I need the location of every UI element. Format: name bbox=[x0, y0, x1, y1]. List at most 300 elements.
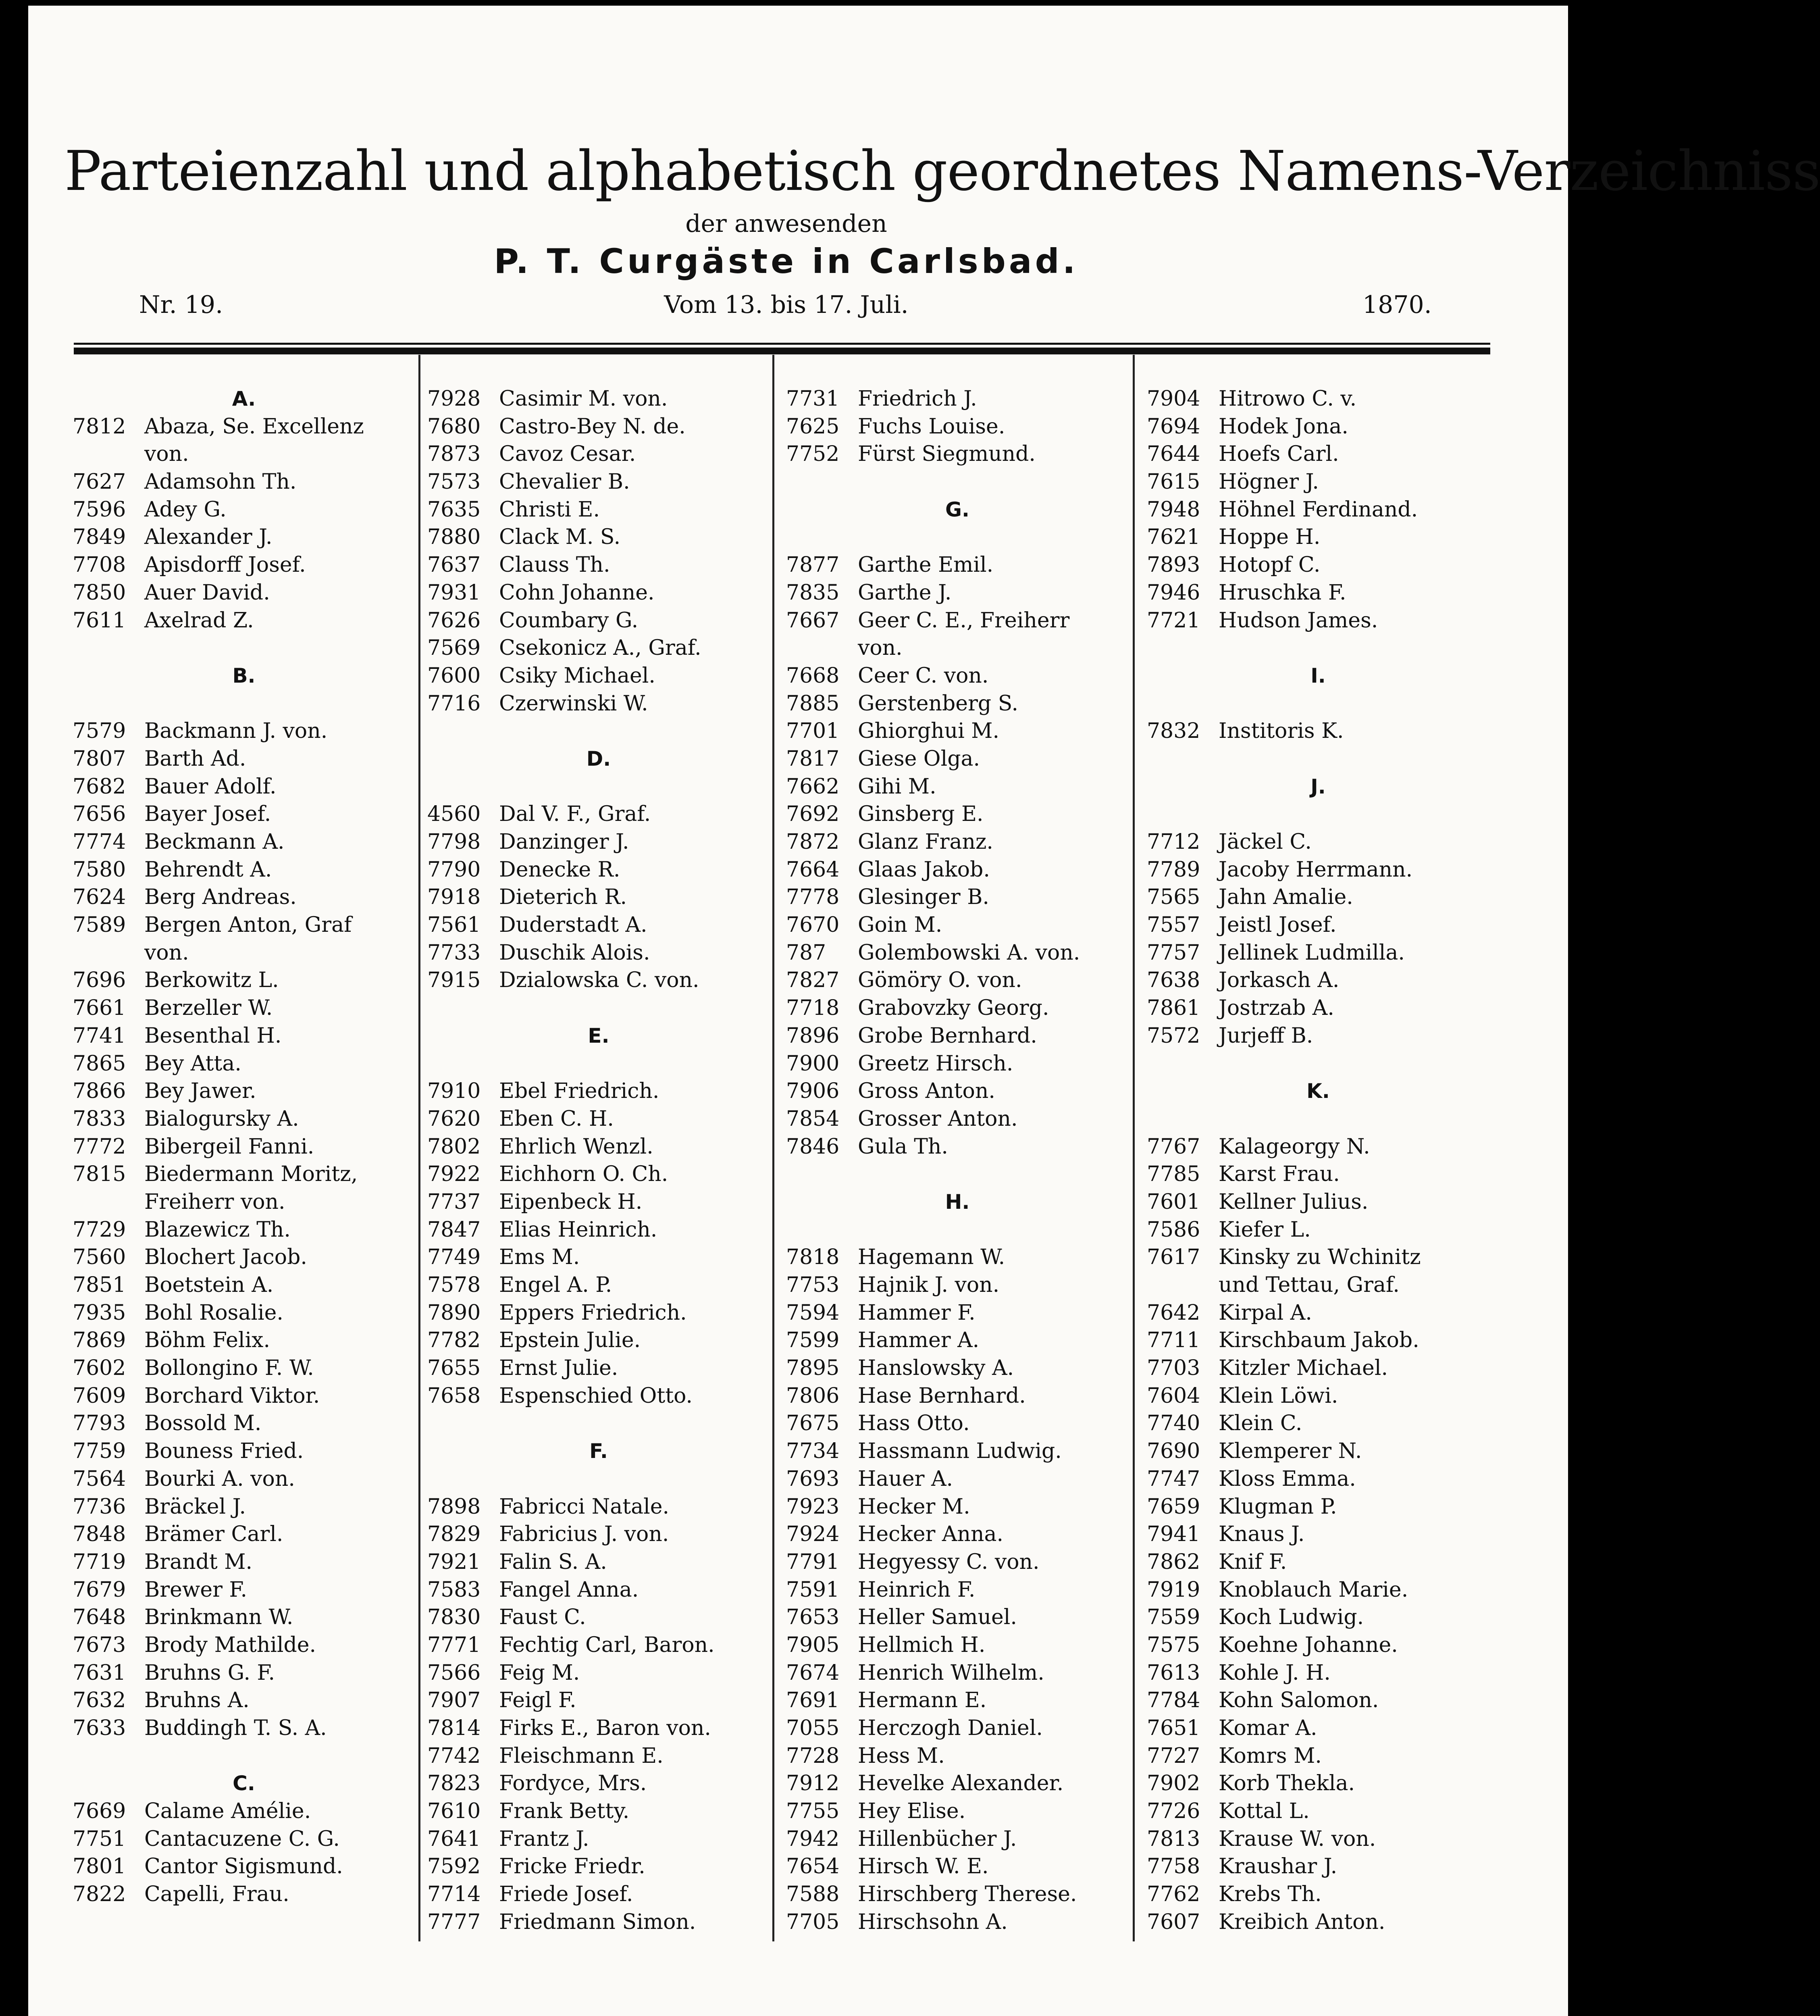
guest-name: Csekonicz A., Graf. bbox=[499, 636, 701, 660]
guest-name: Ernst Julie. bbox=[499, 1356, 618, 1381]
guest-name: Freiherr von. bbox=[144, 1189, 285, 1214]
list-item bbox=[427, 939, 770, 967]
party-number: 7896 bbox=[786, 1023, 840, 1048]
guest-name: Berzeller W. bbox=[144, 996, 273, 1020]
party-number: 7902 bbox=[1147, 1771, 1200, 1796]
list-item bbox=[73, 1881, 415, 1908]
party-number: 7565 bbox=[1147, 885, 1200, 910]
list-item bbox=[1147, 607, 1489, 635]
header-rule-thin bbox=[74, 343, 1490, 345]
guest-name: Bräckel J. bbox=[144, 1494, 246, 1519]
guest-name: Hagemann W. bbox=[858, 1245, 1005, 1270]
party-number: 7669 bbox=[73, 1799, 126, 1824]
guest-name: Hoppe H. bbox=[1219, 525, 1321, 550]
guest-name: Clack M. S. bbox=[499, 525, 621, 550]
party-number: 7653 bbox=[786, 1605, 840, 1630]
guest-name: Christi E. bbox=[499, 497, 600, 522]
guest-name: Klemperer N. bbox=[1219, 1439, 1362, 1464]
list-item bbox=[786, 579, 1129, 607]
guest-name: Bauer Adolf. bbox=[144, 774, 277, 799]
list-item bbox=[786, 1105, 1129, 1133]
guest-name: Dal V. F., Graf. bbox=[499, 802, 651, 827]
party-number: 7673 bbox=[73, 1633, 126, 1657]
guest-name: Ems M. bbox=[499, 1245, 580, 1270]
list-item bbox=[73, 1327, 415, 1354]
party-number: 7642 bbox=[1147, 1300, 1200, 1325]
list-item bbox=[427, 1520, 770, 1548]
spacer bbox=[1147, 1105, 1489, 1133]
party-number: 7600 bbox=[427, 663, 481, 688]
guest-name: Gihi M. bbox=[858, 774, 936, 799]
guest-name: und Tettau, Graf. bbox=[1219, 1273, 1400, 1297]
list-item bbox=[427, 828, 770, 856]
guest-name: Jellinek Ludmilla. bbox=[1219, 940, 1405, 965]
list-item bbox=[73, 773, 415, 801]
list-item bbox=[427, 856, 770, 884]
party-number: 7772 bbox=[73, 1134, 126, 1159]
party-number: 7830 bbox=[427, 1605, 481, 1630]
list-item bbox=[1147, 911, 1489, 939]
list-item bbox=[786, 994, 1129, 1022]
party-number: 7924 bbox=[786, 1522, 840, 1547]
guest-name: Bey Atta. bbox=[144, 1051, 241, 1076]
guest-name: Backmann J. von. bbox=[144, 719, 328, 744]
list-item bbox=[1147, 994, 1489, 1022]
list-item bbox=[73, 1797, 415, 1825]
name-column bbox=[1147, 385, 1489, 1936]
guest-name: Jorkasch A. bbox=[1219, 968, 1340, 993]
party-number: 7923 bbox=[786, 1494, 840, 1519]
list-item bbox=[427, 662, 770, 690]
column-divider bbox=[772, 355, 774, 1941]
list-item bbox=[427, 1881, 770, 1908]
guest-name: Brody Mathilde. bbox=[144, 1633, 316, 1657]
year: 1870. bbox=[1362, 291, 1432, 319]
party-number: 7873 bbox=[427, 442, 481, 467]
party-number: 7728 bbox=[786, 1743, 840, 1768]
guest-name: Jeistl Josef. bbox=[1219, 913, 1337, 937]
guest-name: Komrs M. bbox=[1219, 1743, 1322, 1768]
party-number: 7586 bbox=[1147, 1217, 1200, 1242]
guest-name: Ginsberg E. bbox=[858, 802, 984, 827]
entry-continuation bbox=[786, 634, 1129, 662]
list-item bbox=[427, 607, 770, 635]
party-number: 7922 bbox=[427, 1162, 481, 1187]
list-item bbox=[427, 1160, 770, 1188]
party-number: 7592 bbox=[427, 1854, 481, 1879]
guest-name: Blazewicz Th. bbox=[144, 1217, 291, 1242]
party-number: 7910 bbox=[427, 1079, 481, 1104]
party-number: 7801 bbox=[73, 1854, 126, 1879]
guest-name: Axelrad Z. bbox=[144, 608, 254, 633]
party-number: 7798 bbox=[427, 830, 481, 854]
list-item bbox=[73, 1493, 415, 1521]
party-number: 7813 bbox=[1147, 1826, 1200, 1851]
guest-name: Hey Elise. bbox=[858, 1799, 966, 1824]
guest-name: Fuchs Louise. bbox=[858, 414, 1005, 439]
guest-name: Garthe J. bbox=[858, 580, 952, 605]
guest-name: Berg Andreas. bbox=[144, 885, 297, 910]
guest-name: Hauer A. bbox=[858, 1466, 953, 1491]
guest-name: Ebel Friedrich. bbox=[499, 1079, 659, 1104]
guest-name: Ceer C. von. bbox=[858, 663, 989, 688]
list-item bbox=[786, 800, 1129, 828]
list-item bbox=[1147, 385, 1489, 413]
guest-name: Hammer F. bbox=[858, 1300, 976, 1325]
guest-name: Abaza, Se. Excellenz bbox=[144, 414, 364, 439]
guest-name: Karst Frau. bbox=[1219, 1162, 1340, 1187]
party-number: 7928 bbox=[427, 387, 481, 411]
party-number: 7835 bbox=[786, 580, 840, 605]
party-number: 7648 bbox=[73, 1605, 126, 1630]
spacer bbox=[427, 1410, 770, 1437]
guest-name: Kohn Salomon. bbox=[1219, 1688, 1379, 1713]
guest-name: Elias Heinrich. bbox=[499, 1217, 657, 1242]
guest-name: Cantor Sigismund. bbox=[144, 1854, 343, 1879]
list-item bbox=[786, 1770, 1129, 1797]
list-item bbox=[73, 1548, 415, 1576]
guest-name: Brinkmann W. bbox=[144, 1605, 293, 1630]
guest-name: Jurjeff B. bbox=[1219, 1023, 1313, 1048]
guest-name: Kreibich Anton. bbox=[1219, 1910, 1385, 1934]
party-number: 7740 bbox=[1147, 1411, 1200, 1436]
party-number bbox=[1147, 1271, 1219, 1299]
party-number: 7714 bbox=[427, 1882, 481, 1907]
party-number: 7708 bbox=[73, 553, 126, 577]
guest-name: Jahn Amalie. bbox=[1219, 885, 1353, 910]
list-item bbox=[73, 994, 415, 1022]
list-item bbox=[1147, 1714, 1489, 1742]
party-number: 7620 bbox=[427, 1106, 481, 1131]
party-number: 7662 bbox=[786, 774, 840, 799]
party-number: 7948 bbox=[1147, 497, 1200, 522]
guest-name: Firks E., Baron von. bbox=[499, 1716, 711, 1740]
party-number: 7621 bbox=[1147, 525, 1200, 550]
list-item bbox=[427, 1659, 770, 1687]
list-item bbox=[786, 385, 1129, 413]
list-item bbox=[73, 496, 415, 524]
guest-name: Friedmann Simon. bbox=[499, 1910, 696, 1934]
party-number: 7905 bbox=[786, 1633, 840, 1657]
list-item bbox=[786, 1271, 1129, 1299]
list-item bbox=[1147, 1410, 1489, 1437]
guest-name: Kohle J. H. bbox=[1219, 1660, 1331, 1685]
party-number: 7851 bbox=[73, 1273, 126, 1297]
guest-name: Gerstenberg S. bbox=[858, 691, 1019, 716]
guest-name: Hess M. bbox=[858, 1743, 945, 1768]
guest-name: Koch Ludwig. bbox=[1219, 1605, 1364, 1630]
party-number: 7941 bbox=[1147, 1522, 1200, 1547]
party-number bbox=[73, 1188, 144, 1216]
guest-name: Gömöry O. von. bbox=[858, 968, 1022, 993]
guest-name: Fabricci Natale. bbox=[499, 1494, 670, 1519]
party-number: 7615 bbox=[1147, 470, 1200, 494]
guest-name: Besenthal H. bbox=[144, 1023, 282, 1048]
list-item bbox=[1147, 1243, 1489, 1271]
party-number: 7601 bbox=[1147, 1189, 1200, 1214]
party-number: 7751 bbox=[73, 1826, 126, 1851]
list-item bbox=[73, 1133, 415, 1161]
party-number: 7655 bbox=[427, 1356, 481, 1381]
list-item bbox=[73, 1216, 415, 1244]
list-item bbox=[427, 1797, 770, 1825]
list-item bbox=[427, 1631, 770, 1659]
guest-name: Knaus J. bbox=[1219, 1522, 1305, 1547]
list-item bbox=[73, 745, 415, 773]
guest-name: Cohn Johanne. bbox=[499, 580, 655, 605]
party-number: 7560 bbox=[73, 1245, 126, 1270]
list-item bbox=[1147, 1022, 1489, 1050]
guest-name: Krause W. von. bbox=[1219, 1826, 1376, 1851]
guest-name: Dzialowska C. von. bbox=[499, 968, 699, 993]
spacer bbox=[427, 1465, 770, 1493]
spacer bbox=[73, 634, 415, 662]
party-number: 7912 bbox=[786, 1771, 840, 1796]
list-item bbox=[1147, 1687, 1489, 1714]
list-item bbox=[427, 966, 770, 994]
guest-name: Hammer A. bbox=[858, 1328, 980, 1353]
list-item bbox=[786, 1576, 1129, 1604]
party-number: 7752 bbox=[786, 442, 840, 467]
guest-name: Bergen Anton, Graf bbox=[144, 913, 352, 937]
page-heading: P. T. Curgäste in Carlsbad. bbox=[494, 242, 1079, 281]
guest-name: Hirschsohn A. bbox=[858, 1910, 1008, 1934]
list-item bbox=[1147, 828, 1489, 856]
column-divider bbox=[418, 355, 420, 1941]
list-item bbox=[1147, 579, 1489, 607]
party-number: 7569 bbox=[427, 636, 481, 660]
guest-name: Kirpal A. bbox=[1219, 1300, 1312, 1325]
guest-name: Friede Josef. bbox=[499, 1882, 633, 1907]
party-number: 7557 bbox=[1147, 913, 1200, 937]
guest-name: Buddingh T. S. A. bbox=[144, 1716, 327, 1740]
party-number: 7742 bbox=[427, 1743, 481, 1768]
party-number: 7904 bbox=[1147, 387, 1200, 411]
spacer bbox=[1147, 800, 1489, 828]
party-number: 7573 bbox=[427, 470, 481, 494]
guest-name: Herczogh Daniel. bbox=[858, 1716, 1043, 1740]
list-item bbox=[1147, 717, 1489, 745]
list-item bbox=[427, 1382, 770, 1410]
list-item bbox=[786, 690, 1129, 718]
party-number: 7850 bbox=[73, 580, 126, 605]
party-number: 7719 bbox=[73, 1549, 126, 1574]
list-item bbox=[1147, 1299, 1489, 1327]
list-item bbox=[427, 1825, 770, 1853]
guest-name: Brandt M. bbox=[144, 1549, 253, 1574]
guest-name: Fangel Anna. bbox=[499, 1577, 639, 1602]
guest-name: Garthe Emil. bbox=[858, 553, 994, 577]
list-item bbox=[427, 385, 770, 413]
party-number: 7849 bbox=[73, 525, 126, 550]
list-item bbox=[427, 1742, 770, 1770]
guest-name: Denecke R. bbox=[499, 857, 620, 882]
party-number: 7680 bbox=[427, 414, 481, 439]
party-number: 7611 bbox=[73, 608, 126, 633]
party-number: 7907 bbox=[427, 1688, 481, 1713]
list-item bbox=[73, 551, 415, 579]
list-item bbox=[1147, 1520, 1489, 1548]
guest-name: Hecker M. bbox=[858, 1494, 970, 1519]
guest-name: Koehne Johanne. bbox=[1219, 1633, 1398, 1657]
guest-name: Heller Samuel. bbox=[858, 1605, 1017, 1630]
party-number: 7736 bbox=[73, 1494, 126, 1519]
guest-name: Calame Amélie. bbox=[144, 1799, 311, 1824]
list-item bbox=[1147, 883, 1489, 911]
guest-name: Brämer Carl. bbox=[144, 1522, 283, 1547]
party-number: 7861 bbox=[1147, 996, 1200, 1020]
list-item bbox=[427, 1327, 770, 1354]
party-number: 7566 bbox=[427, 1660, 481, 1685]
guest-name: Hanslowsky A. bbox=[858, 1356, 1014, 1381]
guest-name: Hass Otto. bbox=[858, 1411, 970, 1436]
party-number: 7848 bbox=[73, 1522, 126, 1547]
list-item bbox=[427, 496, 770, 524]
list-item bbox=[1147, 1770, 1489, 1797]
list-item bbox=[786, 1548, 1129, 1576]
page-subtitle: der anwesenden bbox=[685, 210, 887, 238]
guest-name: Feig M. bbox=[499, 1660, 580, 1685]
guest-name: Espenschied Otto. bbox=[499, 1383, 693, 1408]
party-number: 7633 bbox=[73, 1716, 126, 1740]
party-number: 7785 bbox=[1147, 1162, 1200, 1187]
party-number: 7658 bbox=[427, 1383, 481, 1408]
party-number: 7654 bbox=[786, 1854, 840, 1879]
guest-name: Glaas Jakob. bbox=[858, 857, 990, 882]
party-number: 787 bbox=[786, 940, 826, 965]
party-number: 7733 bbox=[427, 940, 481, 965]
party-number: 7846 bbox=[786, 1134, 840, 1159]
party-number: 7832 bbox=[1147, 719, 1200, 744]
guest-name: Hotopf C. bbox=[1219, 553, 1321, 577]
date-range: Vom 13. bis 17. Juli. bbox=[664, 291, 909, 319]
list-item bbox=[1147, 1382, 1489, 1410]
name-column bbox=[427, 385, 770, 1936]
guest-name: Boetstein A. bbox=[144, 1273, 274, 1297]
guest-name: Blochert Jacob. bbox=[144, 1245, 307, 1270]
list-item bbox=[73, 1825, 415, 1853]
spacer bbox=[73, 690, 415, 718]
entry-continuation bbox=[73, 440, 415, 468]
party-number: 7610 bbox=[427, 1799, 481, 1824]
list-item bbox=[427, 1493, 770, 1521]
party-number: 7759 bbox=[73, 1439, 126, 1464]
list-item bbox=[786, 1520, 1129, 1548]
list-item bbox=[73, 1354, 415, 1382]
party-number: 7815 bbox=[73, 1162, 126, 1187]
party-number: 7921 bbox=[427, 1549, 481, 1574]
guest-name: Adey G. bbox=[144, 497, 227, 522]
list-item bbox=[73, 966, 415, 994]
list-item bbox=[1147, 1327, 1489, 1354]
list-item bbox=[1147, 1659, 1489, 1687]
spacer bbox=[427, 1050, 770, 1078]
party-number: 7726 bbox=[1147, 1799, 1200, 1824]
party-number: 7721 bbox=[1147, 608, 1200, 633]
party-number: 7635 bbox=[427, 497, 481, 522]
party-number: 7667 bbox=[786, 608, 840, 633]
guest-name: Fleischmann E. bbox=[499, 1743, 664, 1768]
list-item bbox=[427, 911, 770, 939]
list-item bbox=[786, 773, 1129, 801]
party-number: 7579 bbox=[73, 719, 126, 744]
list-item bbox=[73, 1687, 415, 1714]
spacer bbox=[427, 773, 770, 801]
list-item bbox=[427, 1216, 770, 1244]
list-item bbox=[427, 1548, 770, 1576]
party-number: 7880 bbox=[427, 525, 481, 550]
party-number: 7641 bbox=[427, 1826, 481, 1851]
list-item bbox=[427, 1354, 770, 1382]
party-number: 7762 bbox=[1147, 1882, 1200, 1907]
list-item bbox=[786, 1853, 1129, 1881]
party-number: 7591 bbox=[786, 1577, 840, 1602]
list-item bbox=[1147, 1465, 1489, 1493]
list-item bbox=[786, 1493, 1129, 1521]
list-item bbox=[73, 1631, 415, 1659]
guest-name: Hoefs Carl. bbox=[1219, 442, 1339, 467]
guest-name: Knoblauch Marie. bbox=[1219, 1577, 1408, 1602]
list-item bbox=[427, 1908, 770, 1936]
guest-name: Komar A. bbox=[1219, 1716, 1317, 1740]
list-item bbox=[1147, 856, 1489, 884]
party-number: 7931 bbox=[427, 580, 481, 605]
party-number: 7829 bbox=[427, 1522, 481, 1547]
party-number: 7670 bbox=[786, 913, 840, 937]
party-number: 7793 bbox=[73, 1411, 126, 1436]
party-number: 7668 bbox=[786, 663, 840, 688]
party-number: 7691 bbox=[786, 1688, 840, 1713]
guest-name: Kottal L. bbox=[1219, 1799, 1310, 1824]
guest-name: Hitrowo C. v. bbox=[1219, 387, 1357, 411]
list-item bbox=[427, 1714, 770, 1742]
party-number: 7737 bbox=[427, 1189, 481, 1214]
guest-name: Institoris K. bbox=[1219, 719, 1344, 744]
issue-number: Nr. 19. bbox=[139, 291, 223, 319]
guest-name: Ghiorghui M. bbox=[858, 719, 1000, 744]
party-number: 7877 bbox=[786, 553, 840, 577]
list-item bbox=[1147, 1133, 1489, 1161]
party-number: 7854 bbox=[786, 1106, 840, 1131]
list-item bbox=[427, 1604, 770, 1631]
guest-name: Eben C. H. bbox=[499, 1106, 614, 1131]
list-item bbox=[427, 1133, 770, 1161]
party-number: 7906 bbox=[786, 1079, 840, 1104]
guest-name: Kitzler Michael. bbox=[1219, 1356, 1388, 1381]
spacer bbox=[786, 523, 1129, 551]
guest-name: Kirschbaum Jakob. bbox=[1219, 1328, 1419, 1353]
party-number: 7696 bbox=[73, 968, 126, 993]
list-item bbox=[1147, 1797, 1489, 1825]
party-number: 7757 bbox=[1147, 940, 1200, 965]
party-number: 7915 bbox=[427, 968, 481, 993]
guest-name: Eppers Friedrich. bbox=[499, 1300, 687, 1325]
list-item bbox=[427, 883, 770, 911]
party-number: 7814 bbox=[427, 1716, 481, 1740]
list-item bbox=[73, 1105, 415, 1133]
entry-continuation bbox=[73, 939, 415, 967]
party-number: 7734 bbox=[786, 1439, 840, 1464]
guest-name: Hellmich H. bbox=[858, 1633, 986, 1657]
party-number: 7589 bbox=[73, 913, 126, 937]
list-item bbox=[73, 1714, 415, 1742]
party-number: 7758 bbox=[1147, 1854, 1200, 1879]
party-number: 7789 bbox=[1147, 857, 1200, 882]
party-number: 7705 bbox=[786, 1910, 840, 1934]
party-number: 7596 bbox=[73, 497, 126, 522]
list-item bbox=[786, 440, 1129, 468]
party-number: 7564 bbox=[73, 1466, 126, 1491]
